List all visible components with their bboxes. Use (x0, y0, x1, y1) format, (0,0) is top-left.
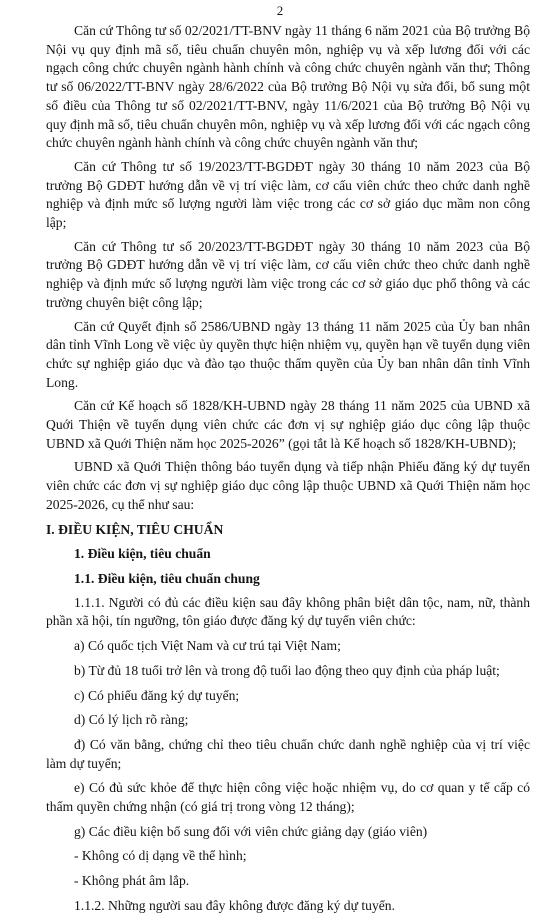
condition-item: d) Có lý lịch rõ ràng; (74, 712, 189, 728)
condition-subitem: - Không phát âm lắp. (74, 873, 190, 889)
subsection-heading: 1.1. Điều kiện, tiêu chuẩn chung (74, 570, 260, 586)
clause-paragraph: 1.1.1. Người có đủ các điều kiện sau đây không phân biệt dân tộc, nam, nữ, thành phần xã hội, tín ngưỡng, tôn giáo được đăng ký dự tuyển viên chức: (46, 594, 530, 629)
condition-item: a) Có quốc tịch Việt Nam và cư trú tại Việt Nam; (74, 638, 341, 654)
legal-basis-paragraph: Căn cứ Kế hoạch số 1828/KH-UBND ngày 28 tháng 11 năm 2025 của UBND xã Quới Thiện về tuyển dụng viên chức các đơn vị sự nghiệp giáo dục công lập thuộc UBND xã Quới Thiện năm học 2025-2026” (gọi tắt là Kế hoạch số 1828/KH-UBND); (46, 398, 530, 451)
page-number: 2 (276, 3, 284, 18)
condition-item: b) Từ đủ 18 tuổi trở lên và trong độ tuổi lao động theo quy định của pháp luật; (74, 662, 500, 678)
clause-paragraph: 1.1.2. Những người sau đây không được đăng ký dự tuyển. (74, 897, 395, 913)
announcement-paragraph: UBND xã Quới Thiện thông báo tuyển dụng và tiếp nhận Phiếu đăng ký dự tuyển viên chức các đơn vị sự nghiệp giáo dục công lập thuộc UBND xã Quới Thiện năm học 2025-2026, cụ thể như sau: (46, 459, 530, 512)
condition-item: đ) Có văn bằng, chứng chỉ theo tiêu chuẩn chức danh nghề nghiệp của vị trí việc làm dự tuyển; (46, 736, 530, 771)
condition-item: c) Có phiếu đăng ký dự tuyển; (74, 687, 240, 703)
condition-item: e) Có đủ sức khỏe để thực hiện công việc hoặc nhiệm vụ, do cơ quan y tế cấp có thẩm quyền chứng nhận (có giá trị trong vòng 12 tháng); (46, 780, 530, 815)
legal-basis-paragraph: Căn cứ Quyết định số 2586/UBND ngày 13 tháng 11 năm 2025 của Ủy ban nhân dân tỉnh Vĩnh Long về việc ủy quyền thực hiện nhiệm vụ, quyền hạn về tuyển dụng viên chức sự nghiệp giáo dục và đào tạo thuộc thẩm quyền của Ủy ban nhân dân tỉnh Vĩnh Long. (46, 318, 530, 390)
condition-subitem: - Không có dị dạng về thể hình; (74, 848, 247, 864)
condition-item: g) Các điều kiện bổ sung đối với viên chức giảng dạy (giáo viên) (74, 823, 428, 839)
legal-basis-paragraph: Căn cứ Thông tư số 20/2023/TT-BGDĐT ngày 30 tháng 10 năm 2023 của Bộ trưởng Bộ GDĐT hướng dẫn về vị trí việc làm, cơ cấu viên chức theo chức danh nghề nghiệp và định mức số lượng người làm việc trong các cơ sở giáo dục phổ thông và các trường chuyên biệt công lập; (46, 238, 530, 310)
section-heading: I. ĐIỀU KIỆN, TIÊU CHUẨN (46, 521, 224, 537)
legal-basis-paragraph: Căn cứ Thông tư số 02/2021/TT-BNV ngày 11 tháng 6 năm 2021 của Bộ trưởng Bộ Nội vụ quy định mã số, tiêu chuẩn chuyên môn, nghiệp vụ và xếp lương đối với các ngạch công chức chuyên ngành hành chính và công chức chuyên ngành văn thư; Thông tư số 06/2022/TT-BNV ngày 28/6/2022 của Bộ trưởng Bộ Nội vụ sửa đổi, bổ sung một số điều của Thông tư số 02/2021/TT-BNV, ngày 11/6/2021 của Bộ trưởng Bộ Nội vụ quy định mã số, tiêu chuẩn chuyên môn, nghiệp vụ và xếp lương đối với các ngạch công chức chuyên ngành hành chính và công chức chuyên ngành văn thư; (46, 23, 530, 151)
subsection-heading: 1. Điều kiện, tiêu chuẩn (74, 546, 211, 562)
legal-basis-paragraph: Căn cứ Thông tư số 19/2023/TT-BGDĐT ngày 30 tháng 10 năm 2023 của Bộ trưởng Bộ GDĐT hướng dẫn về vị trí việc làm, cơ cấu viên chức theo chức danh nghề nghiệp và định mức số lượng người làm việc trong các cơ sở giáo dục mầm non công lập; (46, 158, 530, 231)
document-body (46, 22, 530, 916)
